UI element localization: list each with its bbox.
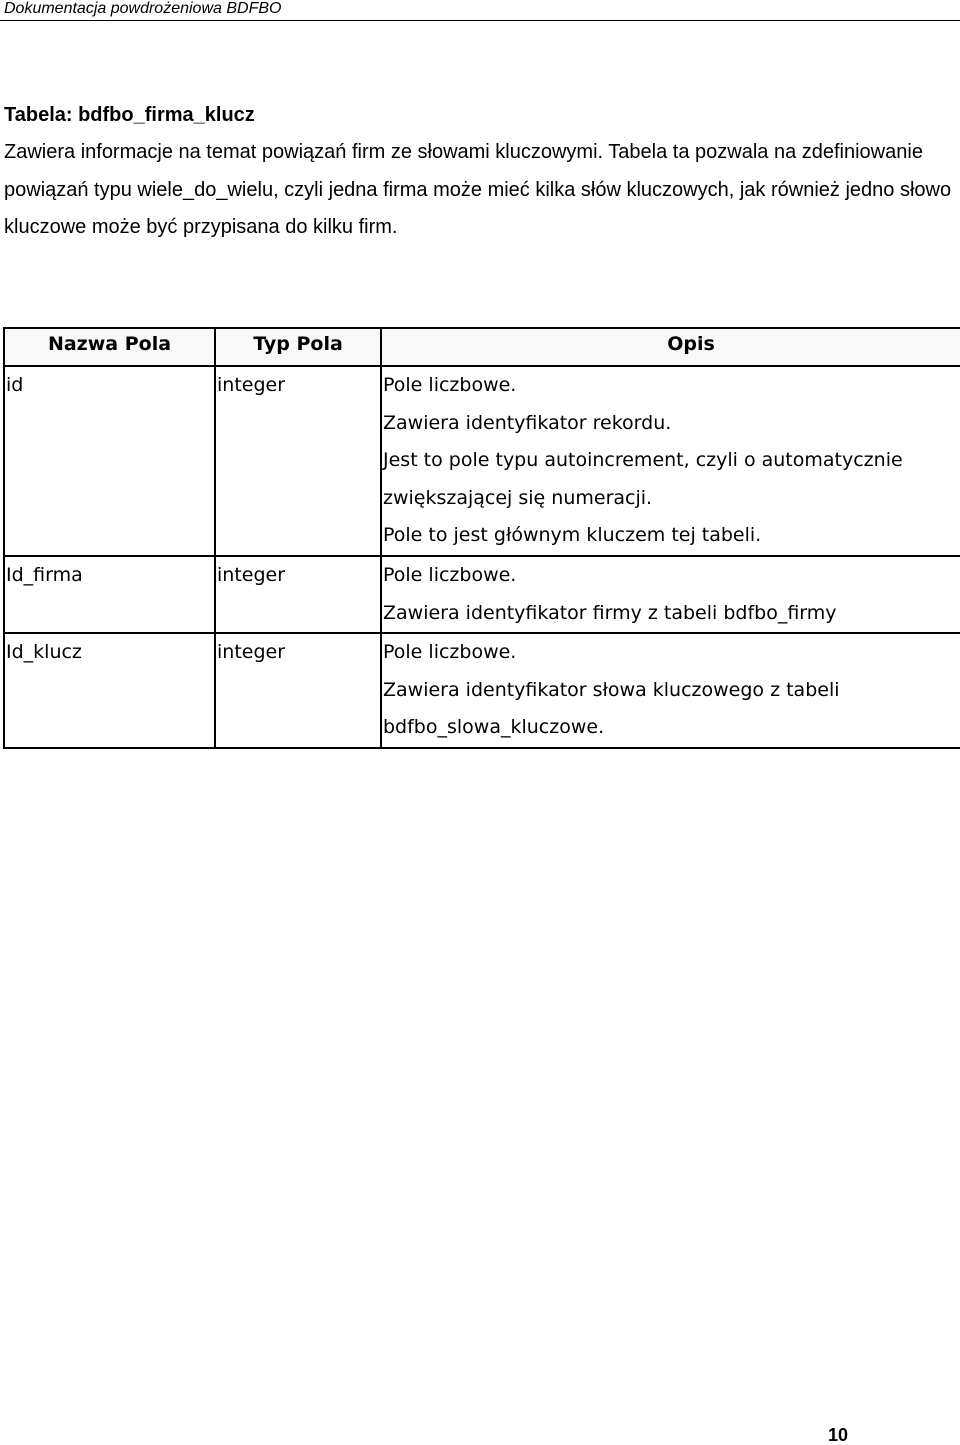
- description-line: Pole liczbowe.: [383, 563, 517, 586]
- description-line: Zawiera identyfikator firmy z tabeli bdfbo_firmy: [383, 601, 837, 624]
- field-name-cell: Id_klucz: [4, 633, 215, 748]
- header-field-description: Opis: [381, 328, 960, 366]
- description-line: Pole to jest głównym kluczem tej tabeli.: [383, 524, 762, 547]
- description-line: Zawiera identyfikator rekordu.: [383, 411, 672, 434]
- description-line: Jest to pole typu autoincrement, czyli o automatycznie: [383, 449, 903, 472]
- table-row: [4, 556, 960, 633]
- header-field-type: Typ Pola: [215, 328, 381, 366]
- description-line: zwiększającej się numeracji.: [383, 486, 653, 509]
- field-description-cell: [381, 366, 960, 556]
- table-row: [4, 633, 960, 748]
- header-field-name: Nazwa Pola: [4, 328, 215, 366]
- description-line: Zawiera identyfikator słowa kluczowego z tabeli: [383, 678, 840, 701]
- field-description-cell: [381, 633, 960, 748]
- description-line: bdfbo_slowa_kluczowe.: [383, 716, 605, 739]
- field-type-cell: integer: [215, 633, 381, 748]
- description-line: Pole liczbowe.: [383, 374, 517, 396]
- header-divider: [0, 20, 960, 21]
- field-name-cell: id: [4, 366, 215, 556]
- page-number: 10: [828, 1425, 849, 1445]
- field-type-cell: integer: [215, 366, 381, 556]
- section-title: Tabela: bdfbo_firma_klucz: [4, 104, 255, 126]
- field-description-cell: [381, 556, 960, 633]
- table-header-row: [4, 328, 960, 366]
- section-intro: Zawiera informacje na temat powiązań firm ze słowami kluczowymi. Tabela ta pozwala na zdefiniowanie powiązań typu wiele_do_wielu, czyli jedna firma może mieć kilka słów kluczowych, jak również jedno słowo kluczowe może być przypisana do kilku firm.: [4, 141, 952, 238]
- table-row: [4, 366, 960, 556]
- description-line: Pole liczbowe.: [383, 641, 517, 664]
- field-name-cell: Id_firma: [4, 556, 215, 633]
- field-type-cell: integer: [215, 556, 381, 633]
- fields-table: [3, 327, 960, 749]
- running-header: Dokumentacja powdrożeniowa BDFBO: [4, 0, 282, 17]
